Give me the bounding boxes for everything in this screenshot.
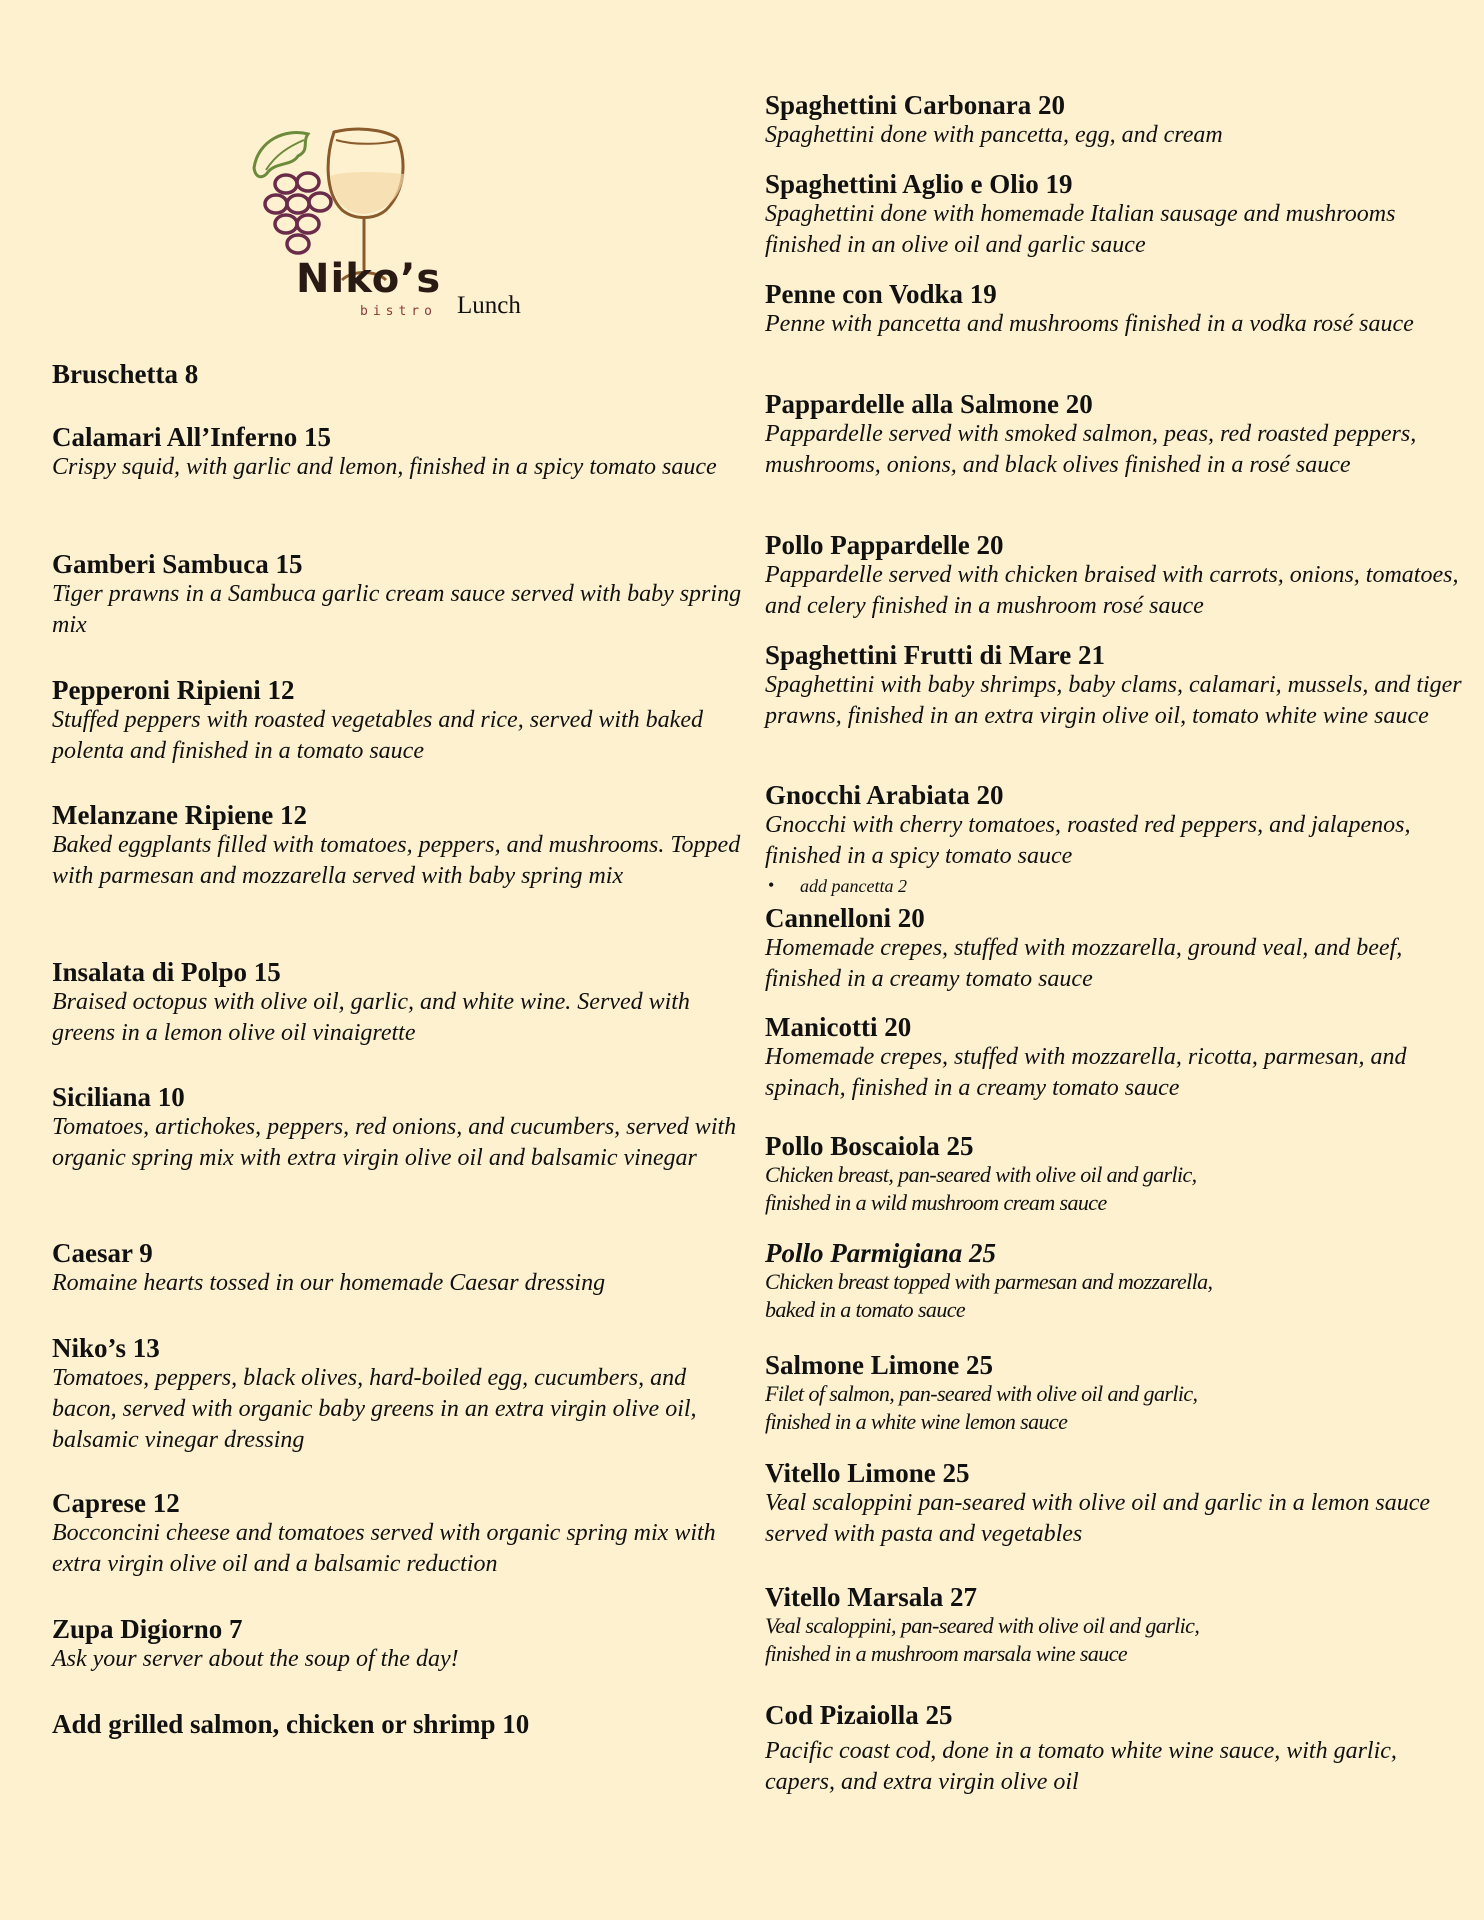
menu-item (52, 957, 742, 1049)
menu-item (765, 1238, 1465, 1324)
menu-item (52, 1709, 742, 1739)
item-title: Spaghettini Aglio e Olio 19 (765, 169, 1073, 199)
menu-item (765, 1458, 1465, 1550)
item-description: Stuffed peppers with roasted vegetables and rice, served with baked polenta and finished in a tomato sauce (52, 707, 703, 764)
item-title: Zupa Digiorno 7 (52, 1614, 243, 1644)
item-title: Pollo Boscaiola 25 (765, 1131, 974, 1161)
item-title: Salmone Limone 25 (765, 1350, 994, 1380)
item-title: Bruschetta 8 (52, 359, 199, 389)
item-description: Filet of salmon, pan-seared with olive oil and garlic, finished in a white wine lemon sauce (765, 1381, 1198, 1434)
menu-item (765, 1350, 1465, 1436)
item-title: Spaghettini Carbonara 20 (765, 90, 1066, 120)
item-description: Tomatoes, peppers, black olives, hard-boiled egg, cucumbers, and bacon, served with organic baby greens in an extra virgin olive oil, balsamic vinegar dressing (52, 1365, 697, 1453)
menu-item (52, 675, 742, 767)
item-description: Spaghettini with baby shrimps, baby clams, calamari, mussels, and tiger prawns, finished in an extra virgin olive oil, tomato white wine sauce (765, 672, 1462, 729)
menu-item (765, 1700, 1465, 1798)
item-description: Ask your server about the soup of the day! (52, 1646, 459, 1672)
menu-item (765, 169, 1465, 261)
item-title: Calamari All’Inferno 15 (52, 422, 331, 452)
item-title: Gamberi Sambuca 15 (52, 549, 303, 579)
item-title: Cannelloni 20 (765, 903, 925, 933)
menu-item (765, 640, 1465, 732)
item-title: Melanzane Ripiene 12 (52, 800, 307, 830)
item-description: Spaghettini done with homemade Italian sausage and mushrooms finished in an olive oil and garlic sauce (765, 201, 1396, 258)
item-description: Pappardelle served with smoked salmon, peas, red roasted peppers, mushrooms, onions, and black olives finished in a rosé sauce (765, 421, 1417, 478)
item-title: Pappardelle alla Salmone 20 (765, 389, 1093, 419)
menu-label: Lunch (457, 292, 521, 319)
item-title: Pepperoni Ripieni 12 (52, 675, 295, 705)
item-title: Niko’s 13 (52, 1333, 160, 1363)
item-description: Braised octopus with olive oil, garlic, and white wine. Served with greens in a lemon olive oil vinaigrette (52, 989, 690, 1046)
item-title: Caesar 9 (52, 1238, 153, 1268)
menu-item (52, 422, 742, 483)
item-description: Chicken breast, pan-seared with olive oil and garlic, finished in a wild mushroom cream sauce (765, 1162, 1197, 1215)
item-description: Spaghettini done with pancetta, egg, and cream (765, 122, 1223, 148)
item-title: Pollo Parmigiana 25 (765, 1238, 997, 1268)
item-title: Spaghettini Frutti di Mare 21 (765, 640, 1105, 670)
menu-item (52, 359, 742, 389)
item-description: Tomatoes, artichokes, peppers, red onions, and cucumbers, served with organic spring mix with extra virgin olive oil and balsamic vinegar (52, 1114, 737, 1171)
menu-item (765, 1582, 1465, 1668)
item-title: Insalata di Polpo 15 (52, 957, 281, 987)
menu-item (52, 1614, 742, 1675)
item-title: Caprese 12 (52, 1488, 180, 1518)
menu-item (765, 530, 1465, 622)
item-description: Homemade crepes, stuffed with mozzarella, ground veal, and beef, finished in a creamy tomato sauce (765, 935, 1403, 992)
item-title: Penne con Vodka 19 (765, 279, 997, 309)
item-title: Gnocchi Arabiata 20 (765, 780, 1004, 810)
menu-item (52, 1488, 742, 1580)
menu-item (765, 903, 1465, 995)
item-description: Bocconcini cheese and tomatoes served with organic spring mix with extra virgin olive oil and a balsamic reduction (52, 1520, 716, 1577)
menu-item (52, 1238, 742, 1299)
item-description: Veal scaloppini, pan-seared with olive oil and garlic, finished in a mushroom marsala wine sauce (765, 1613, 1200, 1666)
menu-item (765, 279, 1465, 340)
item-title: Vitello Marsala 27 (765, 1582, 977, 1612)
item-description: Veal scaloppini pan-seared with olive oil and garlic in a lemon sauce served with pasta and vegetables (765, 1490, 1431, 1547)
item-description: Penne with pancetta and mushrooms finished in a vodka rosé sauce (765, 311, 1414, 337)
item-description: Crispy squid, with garlic and lemon, finished in a spicy tomato sauce (52, 454, 717, 480)
menu-item (765, 90, 1465, 151)
item-description: Pappardelle served with chicken braised with carrots, onions, tomatoes, and celery finished in a mushroom rosé sauce (765, 562, 1459, 619)
logo (246, 120, 442, 326)
item-title: Pollo Pappardelle 20 (765, 530, 1004, 560)
menu-item (765, 1131, 1465, 1217)
item-description: Chicken breast topped with parmesan and mozzarella, baked in a tomato sauce (765, 1269, 1213, 1322)
item-description: Pacific coast cod, done in a tomato white wine sauce, with garlic, capers, and extra virgin olive oil (765, 1738, 1397, 1795)
logo-subtitle: bistro (360, 304, 437, 319)
menu-item (52, 1333, 742, 1456)
addon-note: • add pancetta 2 (800, 876, 907, 897)
item-description: Romaine hearts tossed in our homemade Caesar dressing (52, 1270, 606, 1296)
logo-name: Niko’s (296, 256, 442, 302)
item-description: Homemade crepes, stuffed with mozzarella, ricotta, parmesan, and spinach, finished in a creamy tomato sauce (765, 1044, 1407, 1101)
item-description: Tiger prawns in a Sambuca garlic cream sauce served with baby spring mix (52, 581, 742, 638)
menu-item (52, 549, 742, 641)
item-description: Baked eggplants filled with tomatoes, peppers, and mushrooms. Topped with parmesan and mozzarella served with baby spring mix (52, 832, 741, 889)
item-title: Siciliana 10 (52, 1082, 185, 1112)
item-title: Add grilled salmon, chicken or shrimp 10 (52, 1709, 530, 1739)
item-title: Manicotti 20 (765, 1012, 912, 1042)
item-title: Cod Pizaiolla 25 (765, 1700, 953, 1730)
menu-item (52, 1082, 742, 1174)
item-title: Vitello Limone 25 (765, 1458, 970, 1488)
menu-item (765, 780, 1465, 872)
menu-item (52, 800, 742, 892)
item-description: Gnocchi with cherry tomatoes, roasted red peppers, and jalapenos, finished in a spicy tomato sauce (765, 812, 1411, 869)
menu-item (765, 1012, 1465, 1104)
menu-item (765, 389, 1465, 481)
